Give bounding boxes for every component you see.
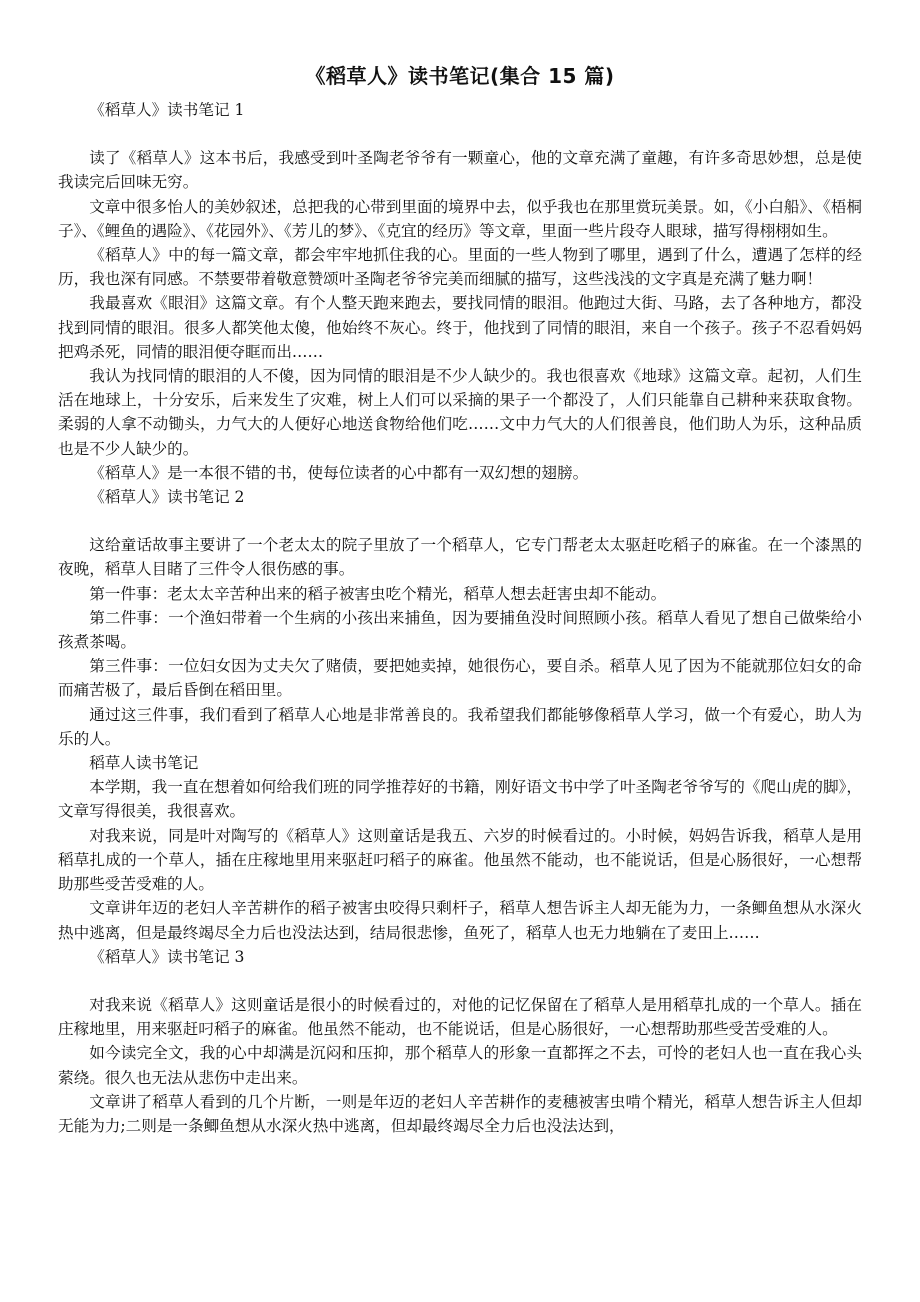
blank-line (58, 509, 862, 533)
blank-line (58, 969, 862, 993)
paragraph: 《稻草人》是一本很不错的书，使每位读者的心中都有一双幻想的翅膀。 (89, 463, 589, 482)
paragraph: 文章讲了稻草人看到的几个片断，一则是年迈的老妇人辛苦耕作的麦穗被害虫啃个精光，稻草人想告诉主人但却无能为力;二则是一条鲫鱼想从水深火热中逃离，但却最终竭尽全力后也没法达到， (58, 1092, 862, 1135)
paragraph: 《稻草人》中的每一篇文章，都会牢牢地抓住我的心。里面的一些人物到了哪里，遇到了什么，遭遇了怎样的经历，我也深有同感。不禁要带着敬意赞颂叶圣陶老爷爷完美而细腻的描写，这些浅浅的文字真是充满了魅力啊！ (58, 246, 862, 289)
paragraph: 我认为找同情的眼泪的人不傻，因为同情的眼泪是不少人缺少的。我也很喜欢《地球》这篇文章。起初，人们生活在地球上，十分安乐，后来发生了灾难，树上人们可以采摘的果子一个都没了，人们只能靠自己耕种来获取食物。柔弱的人拿不动锄头，力气大的人便好心地送食物给他们吃……文中力气大的人们很善良，他们助人为乐，这种品质也是不少人缺少的。 (58, 367, 862, 458)
paragraph: 文章中很多怡人的美妙叙述，总把我的心带到里面的境界中去，似乎我也在那里赏玩美景。如，《小白船》、《梧桐子》、《鲤鱼的遇险》、《花园外》、《芳儿的梦》、《克宜的经历》等文章，里面一些片段夺人眼球，描写得栩栩如生。 (58, 197, 862, 240)
paragraph: 第一件事：老太太辛苦种出来的稻子被害虫吃个精光，稻草人想去赶害虫却不能动。 (89, 584, 667, 603)
document-title: 《稻草人》读书笔记(集合 15 篇) (305, 64, 615, 88)
paragraph: 对我来说《稻草人》这则童话是很小的时候看过的，对他的记忆保留在了稻草人是用稻草扎成的一个草人。插在庄稼地里，用来驱赶叼稻子的麻雀。他虽然不能动，也不能说话，但是心肠很好，一心想帮助那些受苦受难的人。 (58, 995, 862, 1039)
paragraph: 读了《稻草人》这本书后，我感受到叶圣陶老爷爷有一颗童心，他的文章充满了童趣，有许多奇思妙想，总是使我读完后回味无穷。 (58, 149, 862, 192)
paragraph: 通过这三件事，我们看到了稻草人心地是非常善良的。我希望我们都能够像稻草人学习，做一个有爱心，助人为乐的人。 (58, 705, 862, 748)
document-body (58, 98, 862, 1138)
paragraph: 文章讲年迈的老妇人辛苦耕作的稻子被害虫咬得只剩杆子，稻草人想告诉主人却无能为力，一条鲫鱼想从水深火热中逃离，但是最终竭尽全力后也没法达到，结局很悲惨，鱼死了，稻草人也无力地躺在了麦田上…… (58, 899, 862, 942)
blank-line (58, 122, 862, 146)
paragraph: 第二件事：一个渔妇带着一个生病的小孩出来捕鱼，因为要捕鱼没时间照顾小孩。稻草人看见了想自己做柴给小孩煮茶喝。 (58, 608, 862, 652)
paragraph: 本学期，我一直在想着如何给我们班的同学推荐好的书籍，刚好语文书中学了叶圣陶老爷爷写的《爬山虎的脚》，文章写得很美，我很喜欢。 (58, 778, 862, 821)
section-heading: 《稻草人》读书笔记 3 (89, 947, 245, 966)
paragraph: 如今读完全文，我的心中却满是沉闷和压抑，那个稻草人的形象一直都挥之不去，可怜的老妇人也一直在我心头萦绕。很久也无法从悲伤中走出来。 (58, 1044, 862, 1087)
section-heading: 《稻草人》读书笔记 2 (89, 488, 245, 507)
section-heading: 《稻草人》读书笔记 1 (89, 101, 245, 119)
section-heading: 稻草人读书笔记 (89, 754, 199, 773)
paragraph: 对我来说，同是叶对陶写的《稻草人》这则童话是我五、六岁的时候看过的。小时候，妈妈告诉我，稻草人是用稻草扎成的一个草人，插在庄稼地里用来驱赶叼稻子的麻雀。他虽然不能动，也不能说话，但是心肠很好，一心想帮助那些受苦受难的人。 (58, 826, 862, 894)
paragraph: 我最喜欢《眼泪》这篇文章。有个人整天跑来跑去，要找同情的眼泪。他跑过大街、马路，去了各种地方，都没找到同情的眼泪。很多人都笑他太傻，他始终不灰心。终于，他找到了同情的眼泪，来自一个孩子。孩子不忍看妈妈把鸡杀死，同情的眼泪便夺眶而出…… (58, 294, 862, 361)
paragraph: 这给童话故事主要讲了一个老太太的院子里放了一个稻草人，它专门帮老太太驱赶吃稻子的麻雀。在一个漆黑的夜晚，稻草人目睹了三件令人很伤感的事。 (58, 536, 862, 579)
paragraph: 第三件事：一位妇女因为丈夫欠了赌债，要把她卖掉，她很伤心，要自杀。稻草人见了因为不能就那位妇女的命而痛苦极了，最后昏倒在稻田里。 (58, 657, 862, 700)
